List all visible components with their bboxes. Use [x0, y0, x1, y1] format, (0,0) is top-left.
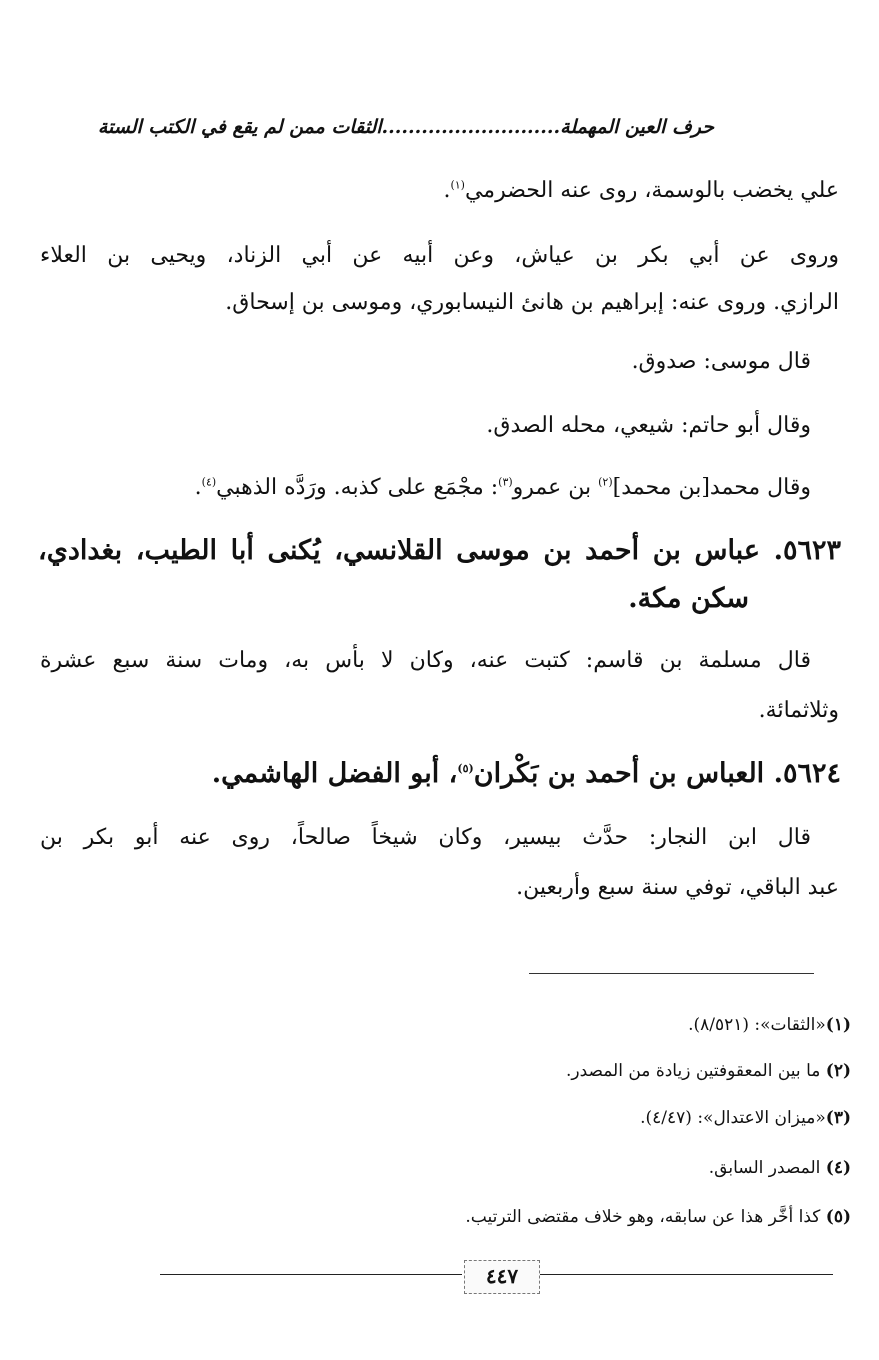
entry-5623-heading-cont: سكن مكة. — [628, 583, 749, 614]
footnote-2: (٢) ما بين المعقوفتين زيادة من المصدر. — [565, 1061, 851, 1081]
header-book-title: الثقات ممن لم يقع في الكتب الستة — [97, 116, 382, 138]
footnote-ref-4[interactable]: (٤) — [201, 475, 217, 489]
body-line-10: عبد الباقي، توفي سنة سبع وأربعين. — [516, 875, 839, 900]
body-line-6: وقال محمد[بن محمد]$^{(٢)}$ بن عمرو$^{(٣)}$: مجْمَع على كذبه. ورَدَّه الذهبي$^{(٤)}$. — [194, 475, 811, 500]
entry-5623-heading: ٥٦٢٣. عباس بن أحمد بن موسى القلانسي، يُكنى أبا الطيب، بغدادي، — [38, 535, 841, 566]
body-line-3: الرازي. وروى عنه: إبراهيم بن هانئ النيسابوري، وموسى بن إسحاق. — [225, 290, 839, 315]
footnote-5: (٥) كذا أخَّر هذا عن سابقه، وهو خلاف مقتضى الترتيب. — [465, 1207, 851, 1227]
footnote-separator — [529, 973, 814, 974]
body-line-7: قال مسلمة بن قاسم: كتبت عنه، وكان لا بأس به، ومات سنة سبع عشرة — [40, 648, 811, 673]
footnote-3: (٣)«ميزان الاعتدال»: (٤/٤٧). — [640, 1108, 851, 1128]
body-line-5: وقال أبو حاتم: شيعي، محله الصدق. — [486, 413, 811, 438]
entry-5624-heading: ٥٦٢٤. العباس بن أحمد بن بَكْران$^{(٥)}$، أبو الفضل الهاشمي. — [211, 758, 841, 789]
header-chapter: حرف العين المهملة — [560, 116, 714, 138]
footnote-4: (٤) المصدر السابق. — [708, 1158, 851, 1178]
footnote-ref-5[interactable]: (٥) — [457, 762, 474, 775]
body-line-9: قال ابن النجار: حدَّث بيسير، وكان شيخاً صالحاً، روى عنه أبو بكر بن — [40, 825, 811, 850]
body-line-8: وثلاثمائة. — [758, 698, 839, 723]
footnote-ref-3[interactable]: (٣) — [498, 475, 513, 489]
page-number: ٤٤٧ — [464, 1260, 540, 1294]
body-line-2: وروى عن أبي بكر بن عياش، وعن أبيه عن أبي الزناد، ويحيى بن العلاء — [40, 243, 839, 268]
body-line-1: علي يخضب بالوسمة، روى عنه الحضرمي$^{(١)}$. — [443, 178, 839, 203]
footnote-ref-1[interactable]: (١) — [450, 178, 465, 192]
footer-rule-left — [160, 1274, 462, 1275]
body-line-4: قال موسى: صدوق. — [631, 349, 811, 374]
footnote-1: (١)«الثقات»: (٨/٥٢١). — [688, 1015, 851, 1035]
running-header — [97, 112, 714, 142]
header-dots: ........................... — [381, 116, 561, 138]
footnote-ref-2[interactable]: (٢) — [598, 475, 613, 489]
footer-rule-right — [540, 1274, 833, 1275]
